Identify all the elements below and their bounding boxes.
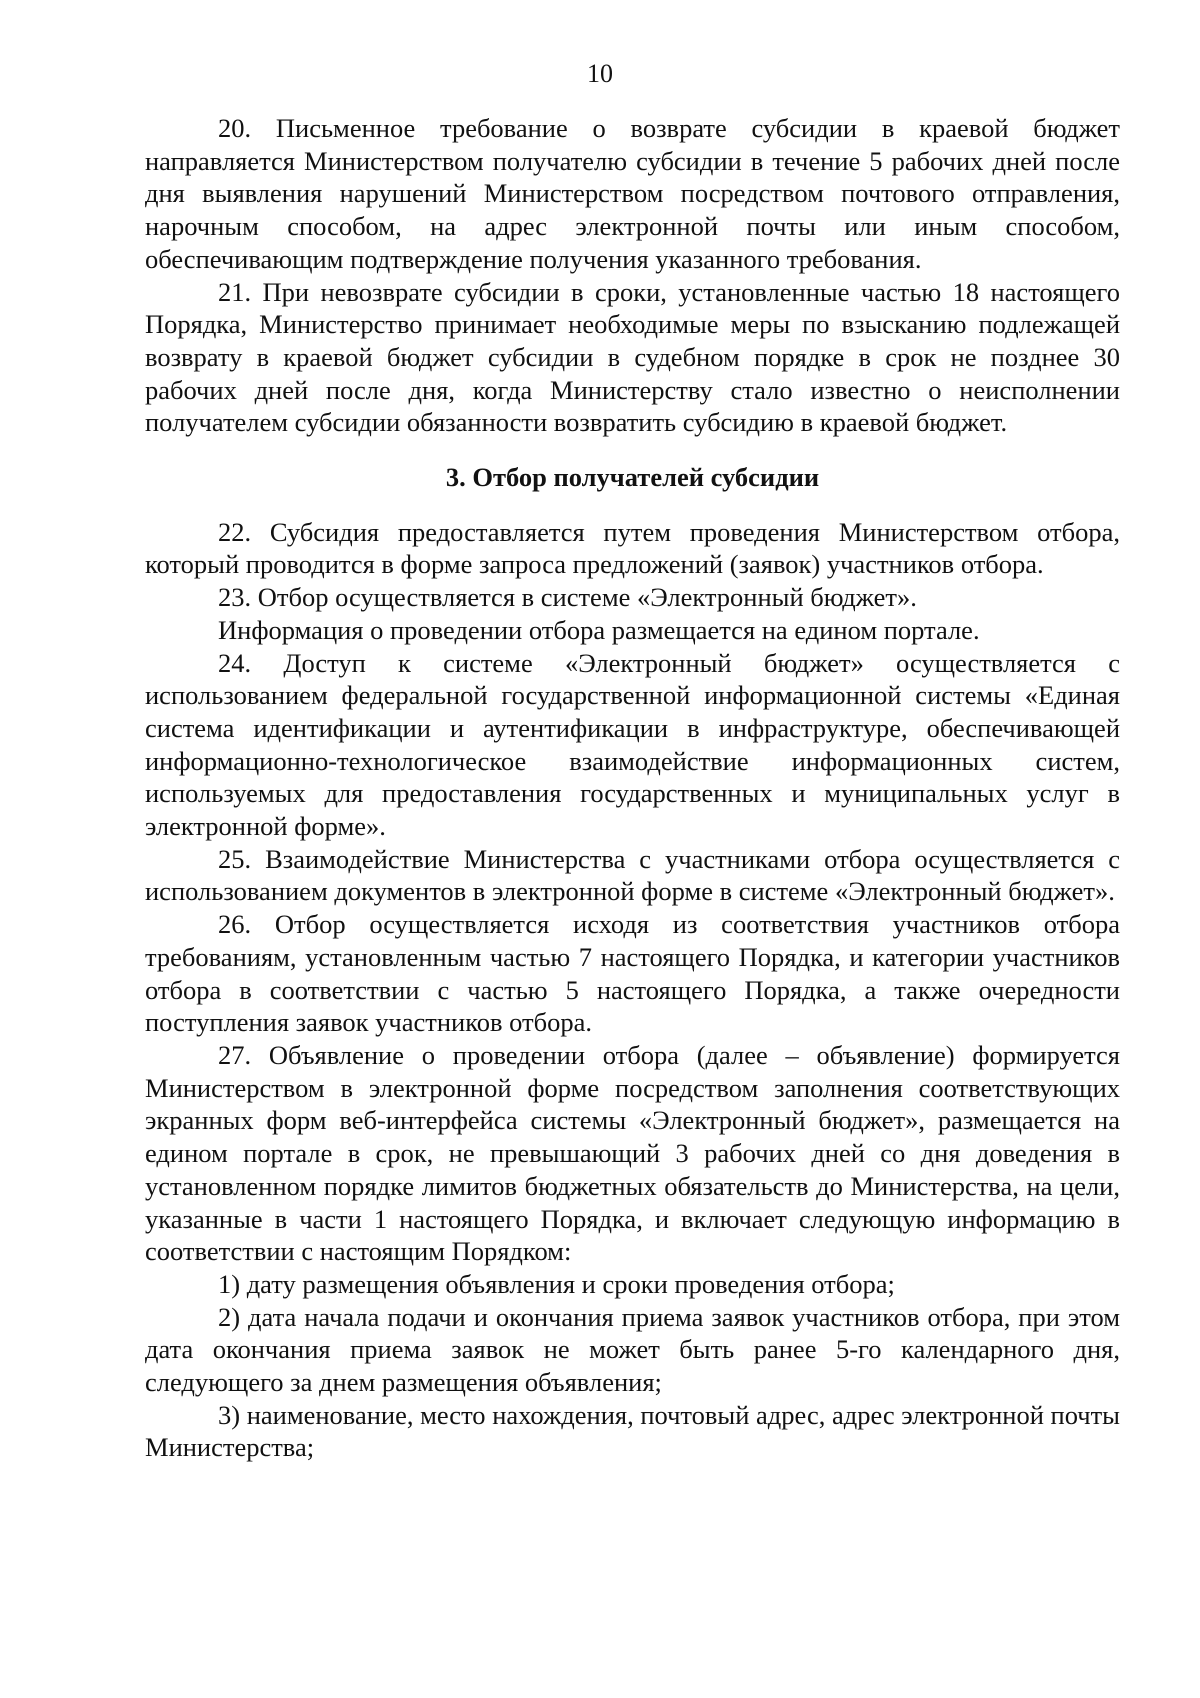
document-body xyxy=(145,112,1120,1464)
list-item-3: 3) наименование, место нахождения, почтовый адрес, адрес электронной почты Министерства; xyxy=(145,1399,1120,1463)
paragraph-27: 27. Объявление о проведении отбора (далее – объявление) формируется Министерством в электронной форме посредством заполнения соответствующих экранных форм веб-интерфейса системы «Электронный бюджет», размещается на едином портале в срок, не превышающий 3 рабочих дней со дня доведения в установленном порядке лимитов бюджетных обязательств до Министерства, на цели, указанные в части 1 настоящего Порядка, и включает следующую информацию в соответствии с настоящим Порядком: xyxy=(145,1039,1120,1267)
list-item-2: 2) дата начала подачи и окончания приема заявок участников отбора, при этом дата окончания приема заявок не может быть ранее 5-го календарного дня, следующего за днем размещения объявления; xyxy=(145,1301,1120,1398)
paragraph-25: 25. Взаимодействие Министерства с участниками отбора осуществляется с использованием документов в электронной форме в системе «Электронный бюджет». xyxy=(145,843,1120,907)
paragraph-21: 21. При невозврате субсидии в сроки, установленные частью 18 настоящего Порядка, Министерство принимает необходимые меры по взысканию подлежащей возврату в краевой бюджет субсидии в судебном порядке в срок не позднее 30 рабочих дней после дня, когда Министерству стало известно о неисполнении получателем субсидии обязанности возвратить субсидию в краевой бюджет. xyxy=(145,276,1120,438)
paragraph-26: 26. Отбор осуществляется исходя из соответствия участников отбора требованиям, установленным частью 7 настоящего Порядка, и категории участников отбора в соответствии с частью 5 настоящего Порядка, а также очередности поступления заявок участников отбора. xyxy=(145,909,1120,1038)
paragraph-23-info: Информация о проведении отбора размещается на едином портале. xyxy=(218,614,980,645)
paragraph-22: 22. Субсидия предоставляется путем проведения Министерством отбора, который проводится в форме запроса предложений (заявок) участников отбора. xyxy=(145,516,1120,580)
paragraph-23: 23. Отбор осуществляется в системе «Электронный бюджет». xyxy=(218,582,917,613)
section-heading: 3. Отбор получателей субсидии xyxy=(445,462,820,493)
list-item-1: 1) дату размещения объявления и сроки проведения отбора; xyxy=(218,1268,895,1299)
paragraph-20: 20. Письменное требование о возврате субсидии в краевой бюджет направляется Министерством получателю субсидии в течение 5 рабочих дней после дня выявления нарушений Министерством посредством почтового отправления, нарочным способом, на адрес электронной почты или иным способом, обеспечивающим подтверждение получения указанного требования. xyxy=(145,113,1120,274)
paragraph-24: 24. Доступ к системе «Электронный бюджет» осуществляется с использованием федеральной государственной информационной системы «Единая система идентификации и аутентификации в инфраструктуре, обеспечивающей информационно-технологическое взаимодействие информационных систем, используемых для предоставления государственных и муниципальных услуг в электронной форме». xyxy=(145,647,1120,842)
page-number: 10 xyxy=(587,59,613,88)
